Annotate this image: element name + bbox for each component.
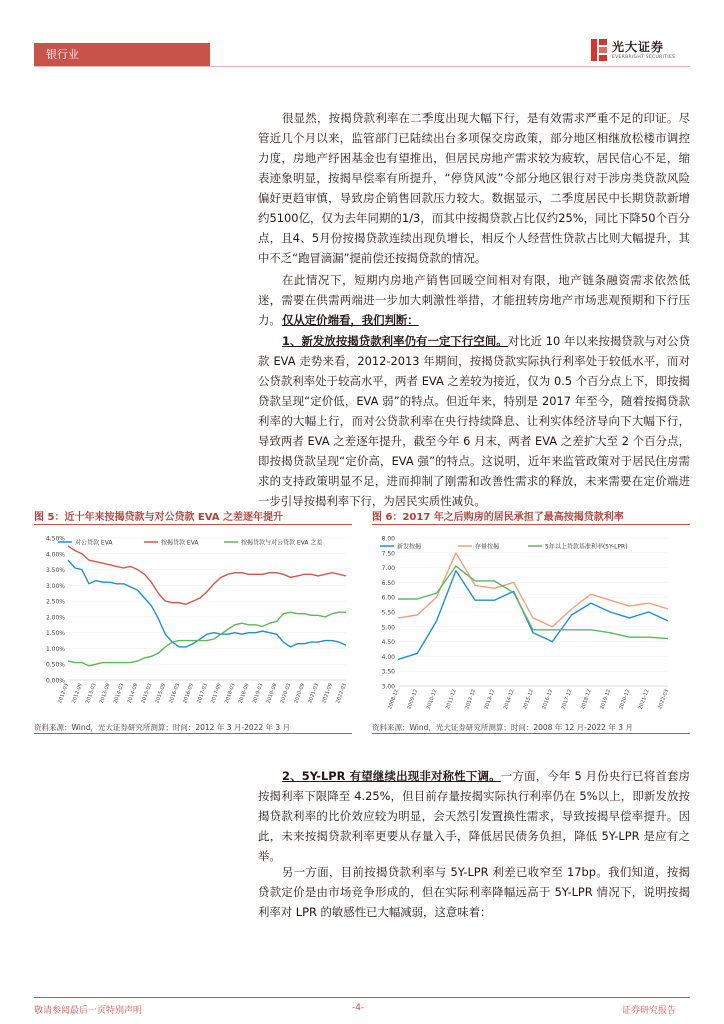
y-tick-label: 4.50 — [381, 639, 395, 647]
y-tick-label: 6.50 — [381, 579, 395, 587]
header-divider — [34, 66, 690, 67]
y-tick-label: 5.00 — [381, 624, 395, 632]
legend-label-3: 按揭贷款与对公贷款 EVA 之差 — [241, 539, 323, 547]
figure-6-title: 图 6：2017 年之后购房的居民承担了最高按揭贷款利率 — [372, 512, 624, 523]
x-tick-label: 2017-12 — [560, 688, 574, 711]
x-tick-label: 2014-03 — [112, 682, 126, 705]
x-tick-label: 2018-03 — [223, 682, 237, 705]
y-tick-label: 0.50% — [45, 661, 65, 669]
legend-label-3: 5年以上贷款基准利率(5Y-LPR) — [545, 543, 628, 551]
x-tick-label: 2011-12 — [444, 688, 458, 711]
y-tick-label: 8.00 — [381, 535, 395, 543]
y-tick-label: 3.50% — [45, 567, 65, 575]
y-tick-label: 4.00% — [45, 551, 65, 559]
paragraph-1: 很显然，按揭贷款利率在二季度出现大幅下行，是有效需求严重不足的印证。尽管近几个月以来，监管部门已陆续出台多项保交房政策，部分地区相继放松楼市调控力度，房地产纾困基金也有望推出，但居民房地产需求较为疲软，居民信心不足，缩表迹象明显，按揭早偿率有所提升，“停贷风波”令部分地区银行对于涉房类贷款风险偏好更趋审慎，导致房企销售回款压力较大。数据显示，二季度居民中长期贷款新增约5100亿，仅为去年同期的1/3，而其中按揭贷款占比仅约25%，同比下降50个百分点，且4、5月份按揭贷款连续出现负增长，相反个人经营性贷款占比则大幅提升，其中不乏“跑冒滴漏”提前偿还按揭贷款的情况。 — [258, 111, 690, 265]
paragraph-5 — [258, 766, 690, 866]
x-tick-label: 2012-09 — [70, 682, 84, 705]
brand-logo — [590, 38, 700, 64]
x-tick-label: 2013-03 — [84, 682, 98, 705]
paragraph-4-body: 对比近 10 年以来按揭贷款与对公贷款 EVA 走势来看，2012-2013 年期间，按揭贷款实际执行利率处于较低水平，而对公贷款利率处于较高水平，两者 EVA 之差较为接近，仅为 0.5 个百分点上下，即按揭贷款呈现“定价低，EVA 弱”的特点。但近年来，特别是 2017 年至今，随着按揭贷款利率的大幅上行，而对公贷款利率在央行持续降息、让利实体经济导向下大幅下行，导致两者 EVA 之差逐年提升，截至今年 6 月末，两者 EVA 之差扩大至 2 个百分点，即按揭贷款呈现“定价高，EVA 强”的特点。这说明，近年来监管政策对于居民住房需求的支持政策明显不足，进而抑制了刚需和改善性需求的释放，未来需要在定价端进一步引导按揭利率下行，为居民实质性减负。 — [258, 334, 690, 508]
y-tick-label: 3.50 — [381, 668, 395, 676]
logo-subtext: EVERBRIGHT SECURITIES — [612, 55, 676, 60]
x-tick-label: 2014-09 — [126, 682, 140, 705]
x-tick-label: 2014-12 — [502, 688, 516, 711]
paragraph-6: 另一方面，目前按揭贷款利率与 5Y-LPR 利差已收窄至 17bp。我们知道，按揭贷款定价是由市场竞争形成的，但在实际利率降幅远高于 5Y-LPR 情况下，说明按揭利率对 LPR 的敏感性已大幅减弱，这意味着： — [258, 865, 690, 919]
x-tick-label: 2012-12 — [464, 688, 478, 711]
figure-5-bottom-rule — [34, 733, 352, 734]
y-tick-label: 1.50% — [45, 630, 65, 638]
footer-report-type: 证券研究报告 — [622, 1006, 677, 1016]
series-line-1 — [398, 571, 668, 660]
y-tick-label: 7.50 — [381, 550, 395, 558]
series-line-1 — [68, 560, 346, 647]
paragraph-2: 在此情况下，短期内房地产销售回暖空间相对有限，地产链条融资需求依然低迷，需要在供需两端进一步加大刺激性举措，才能扭转房地产市场悲观预期和下行压力。 — [258, 273, 690, 327]
section-label: 银行业 — [46, 48, 79, 61]
y-tick-label: 2.50% — [45, 598, 65, 606]
x-tick-label: 2019-09 — [265, 682, 279, 705]
x-tick-label: 2022-03 — [335, 682, 348, 705]
page-number: -4- — [352, 1003, 365, 1013]
x-tick-label: 2018-09 — [237, 682, 251, 705]
paragraph-5-body: 一方面，今年 5 月份央行已将首套房按揭利率下限降至 4.25%，但目前存量按揭实际执行利率仍在 5%以上，即新发放按揭贷款利率的比价效应较为明显，会天然引发置换性需求，导致按揭早偿率提升。因此，未来按揭贷款利率更要从存量入手，降低居民债务负担，降低 5Y-LPR 是应有之举。 — [258, 769, 690, 863]
footer-disclaimer: 敬请参阅最后一页特别声明 — [34, 1006, 143, 1016]
figure-6-chart — [372, 528, 690, 718]
x-tick-label: 2016-12 — [541, 688, 555, 711]
x-tick-label: 2020-12 — [618, 688, 632, 711]
legend-label-2: 按揭贷款 EVA — [161, 539, 199, 547]
x-tick-label: 2019-03 — [251, 682, 265, 705]
x-tick-label: 2013-12 — [483, 688, 497, 711]
x-tick-label: 2016-03 — [168, 682, 182, 705]
x-tick-label: 2013-09 — [98, 682, 112, 705]
x-tick-label: 2021-09 — [321, 682, 334, 705]
figure-6-source: 资料来源：Wind，光大证券研究所测算；时间：2008 年 12 月-2022 年 3 月 — [372, 723, 633, 732]
x-tick-label: 2022-03 — [657, 688, 670, 711]
y-tick-label: 7.00 — [381, 565, 395, 573]
y-tick-label: 4.00 — [381, 653, 395, 661]
paragraph-5-lead: 2、5Y-LPR 有望继续出现非对称性下调。 — [282, 769, 501, 783]
figure-6-top-rule — [372, 524, 690, 525]
paragraph-4-lead: 1、新发放按揭贷款利率仍有一定下行空间。 — [282, 334, 508, 348]
x-tick-label: 2017-09 — [209, 682, 223, 705]
figure-5-title: 图 5：近十年来按揭贷款与对公贷款 EVA 之差逐年提升 — [34, 512, 284, 523]
x-tick-label: 2021-03 — [307, 682, 321, 705]
paragraph-3: 仅从定价端看，我们判断： — [282, 313, 419, 327]
series-line-3 — [398, 566, 668, 639]
x-tick-label: 2009-12 — [406, 688, 420, 711]
x-tick-label: 2019-12 — [599, 688, 613, 711]
y-tick-label: 3.00% — [45, 582, 65, 590]
figure-5-source: 资料来源：Wind，光大证券研究所测算；时间：2012 年 3 月-2022 年 3 月 — [34, 723, 291, 732]
logo-mark-icon — [590, 38, 608, 62]
figure-5-top-rule — [34, 524, 352, 525]
x-tick-label: 2015-03 — [140, 682, 154, 705]
figure-5-chart — [34, 528, 352, 718]
x-tick-label: 2016-09 — [182, 682, 195, 705]
y-tick-label: 0.00% — [45, 677, 65, 685]
x-tick-label: 2018-12 — [579, 688, 593, 711]
legend-label-2: 存量按揭 — [475, 543, 500, 551]
x-tick-label: 2021-12 — [637, 688, 651, 711]
y-tick-label: 3.00 — [381, 683, 395, 691]
x-tick-label: 2015-09 — [154, 682, 168, 705]
x-tick-label: 2012-03 — [57, 682, 70, 705]
y-tick-label: 5.50 — [381, 609, 395, 617]
x-tick-label: 2017-03 — [196, 682, 209, 705]
legend-label-1: 新发按揭 — [397, 543, 422, 551]
figure-6-bottom-rule — [372, 733, 690, 734]
y-tick-label: 2.00% — [45, 614, 65, 622]
paragraph-4 — [258, 331, 690, 511]
series-line-2 — [68, 546, 346, 604]
x-tick-label: 2020-03 — [279, 682, 293, 705]
logo-text: 光大证券 — [612, 40, 665, 54]
y-tick-label: 6.00 — [381, 594, 395, 602]
y-tick-label: 1.00% — [45, 645, 65, 653]
legend-label-1: 对公贷款 EVA — [75, 539, 113, 547]
y-tick-label: 4.50% — [45, 535, 65, 543]
footer-divider — [34, 997, 690, 998]
x-tick-label: 2010-12 — [425, 688, 439, 711]
series-line-3 — [68, 612, 346, 666]
section-tab — [34, 43, 210, 66]
x-tick-label: 2015-12 — [522, 688, 535, 711]
x-tick-label: 2008-12 — [387, 688, 400, 711]
x-tick-label: 2020-09 — [293, 682, 307, 705]
